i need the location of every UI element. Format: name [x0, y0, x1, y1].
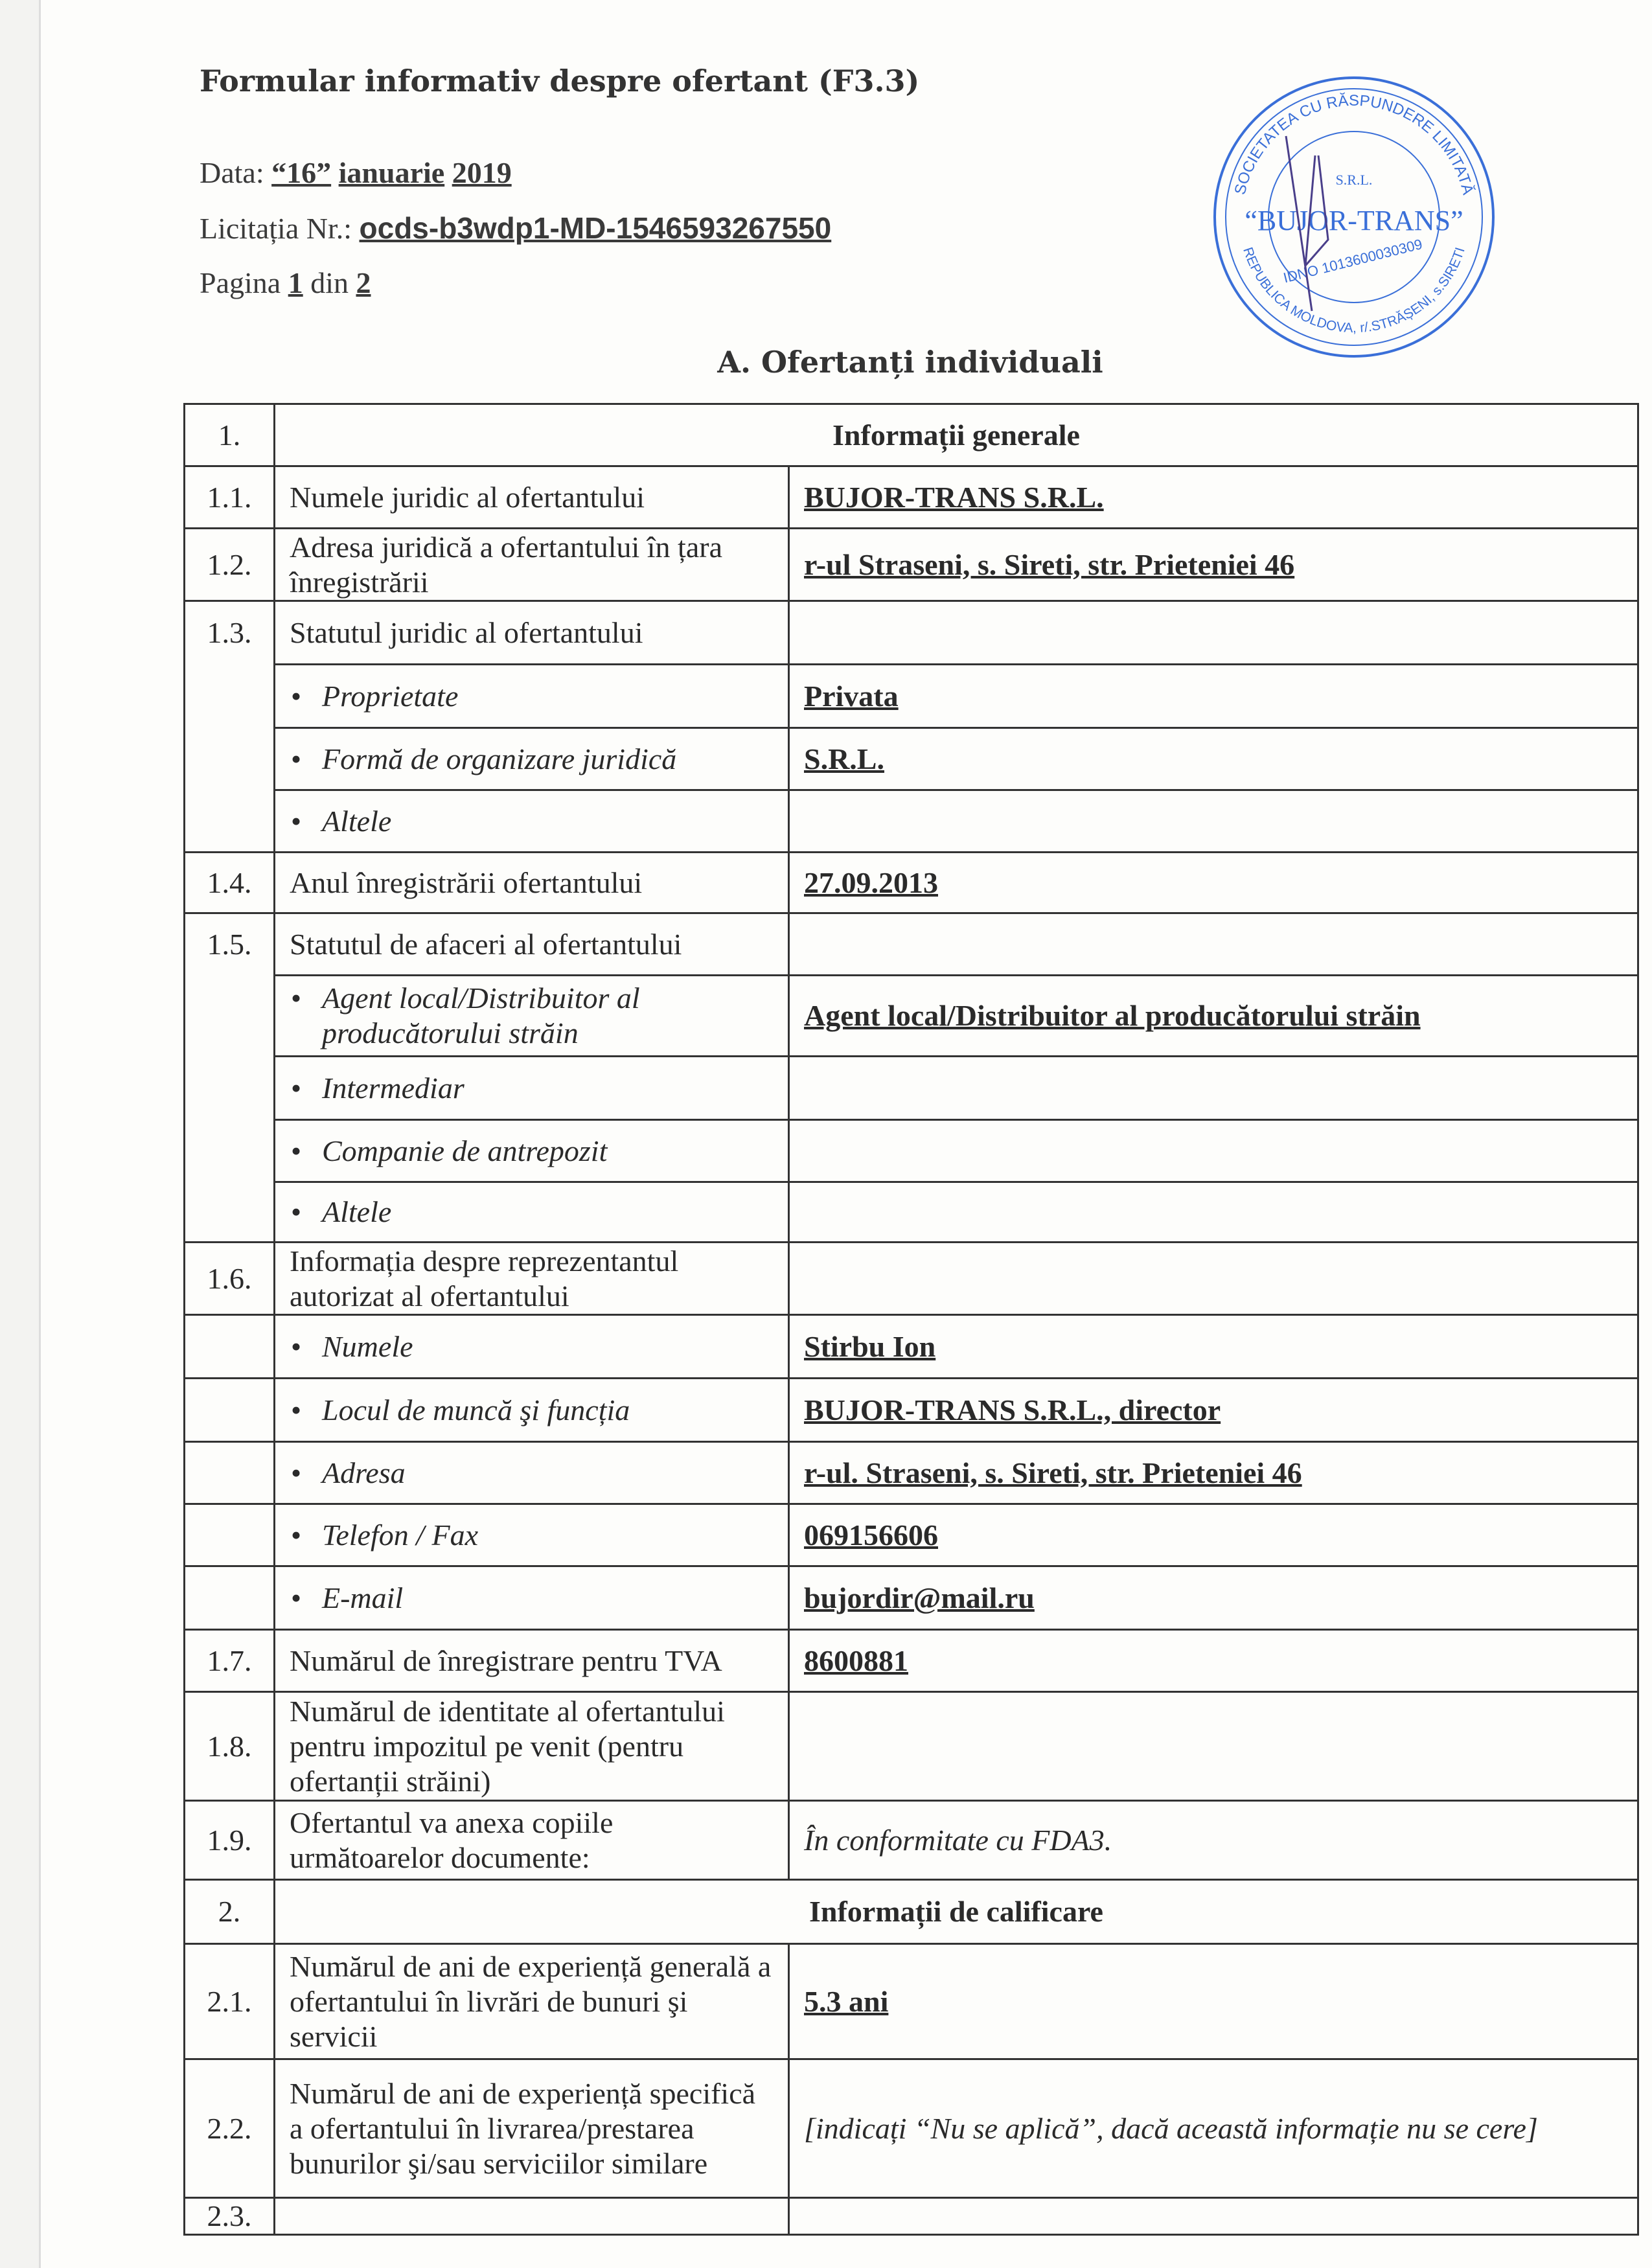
value-cell — [789, 913, 1638, 976]
table-row — [185, 790, 1638, 853]
page-total: 2 — [356, 266, 371, 299]
field-value: 5.3 ani — [804, 1984, 889, 2018]
field-label: Anul înregistrării ofertantului — [275, 853, 789, 913]
row-number: 1.4. — [185, 853, 275, 913]
value-cell — [789, 1442, 1638, 1504]
page-of: din — [303, 266, 356, 299]
value-cell — [789, 1182, 1638, 1243]
page-current: 1 — [288, 266, 303, 299]
row-number — [185, 1120, 275, 1182]
date-label: Data: — [200, 156, 272, 189]
date-line — [200, 155, 512, 190]
row-number: 2. — [185, 1880, 275, 1944]
field-value: BUJOR-TRANS S.R.L., director — [804, 1393, 1221, 1426]
field-value: r-ul Straseni, s. Sireti, str. Prieteniei 46 — [804, 547, 1295, 581]
value-cell — [789, 1120, 1638, 1182]
field-label: • Adresa — [275, 1442, 789, 1504]
row-number — [185, 1315, 275, 1379]
field-value: 069156606 — [804, 1518, 938, 1552]
table-row — [185, 1315, 1638, 1379]
value-cell — [789, 976, 1638, 1057]
field-label: Statutul juridic al ofertantului — [275, 601, 789, 665]
scan-edge — [0, 0, 41, 2268]
value-cell — [789, 1315, 1638, 1379]
stamp-outer-text: SOCIETATEA CU RĂSPUNDERE LIMITATĂ — [1231, 91, 1477, 197]
stamp-idno: IDNO 1013600030309 — [1281, 235, 1425, 286]
table-row — [185, 466, 1638, 529]
date-year: 2019 — [452, 156, 512, 189]
stamp-name: “BUJOR-TRANS” — [1245, 205, 1463, 236]
value-cell — [789, 1566, 1638, 1630]
row-number — [185, 1566, 275, 1630]
table-row — [185, 1630, 1638, 1692]
field-label: • Intermediar — [275, 1057, 789, 1120]
table-row — [185, 853, 1638, 913]
table-row — [185, 976, 1638, 1057]
row-number: 1.2. — [185, 529, 275, 601]
field-value: 27.09.2013 — [804, 865, 938, 899]
value-cell — [789, 601, 1638, 665]
field-label: • Altele — [275, 790, 789, 853]
table-row — [185, 601, 1638, 665]
row-number — [185, 790, 275, 853]
row-number — [185, 665, 275, 728]
value-cell — [789, 853, 1638, 913]
row-number: 1.6. — [185, 1243, 275, 1315]
field-label: Numărul de ani de experiență generală a ofertantului în livrări de bunuri şi servicii — [275, 1944, 789, 2059]
stamp-address: REPUBLICA MOLDOVA, r/.STRĂȘENI, s.SIRETI — [1240, 245, 1468, 336]
row-number: 1. — [185, 404, 275, 466]
value-cell — [789, 1944, 1638, 2059]
field-label: • Agent local/Distribuitor al producătorului străin — [275, 976, 789, 1057]
row-number: 1.5. — [185, 913, 275, 976]
tender-number: ocds-b3wdp1-MD-1546593267550 — [359, 211, 832, 245]
row-number — [185, 1504, 275, 1566]
field-value: Agent local/Distribuitor al producătorului străin — [804, 999, 1421, 1032]
value-cell — [789, 2198, 1638, 2235]
table-row — [185, 1944, 1638, 2059]
field-label: Informația despre reprezentantul autorizat al ofertantului — [275, 1243, 789, 1315]
row-number — [185, 1442, 275, 1504]
table-row — [185, 1057, 1638, 1120]
field-value: r-ul. Straseni, s. Sireti, str. Prieteniei 46 — [804, 1456, 1302, 1489]
field-label: • Formă de organizare juridică — [275, 728, 789, 790]
field-label: • Companie de antrepozit — [275, 1120, 789, 1182]
value-cell — [789, 1801, 1638, 1880]
field-label: • Telefon / Fax — [275, 1504, 789, 1566]
value-cell — [789, 1057, 1638, 1120]
field-label: • Locul de muncă şi funcția — [275, 1379, 789, 1442]
row-number: 1.8. — [185, 1692, 275, 1801]
row-number: 1.9. — [185, 1801, 275, 1880]
table-row — [185, 1243, 1638, 1315]
value-cell — [789, 790, 1638, 853]
date-month: ianuarie — [338, 156, 445, 189]
field-value: bujordir@mail.ru — [804, 1581, 1035, 1614]
table-row — [185, 1182, 1638, 1243]
table-row — [185, 2059, 1638, 2198]
row-number — [185, 1182, 275, 1243]
value-cell — [789, 1504, 1638, 1566]
value-cell — [789, 665, 1638, 728]
value-cell — [789, 728, 1638, 790]
field-value: 8600881 — [804, 1644, 908, 1677]
field-label: • Altele — [275, 1182, 789, 1243]
table-row — [185, 1442, 1638, 1504]
table-row — [185, 665, 1638, 728]
field-label: • Proprietate — [275, 665, 789, 728]
field-label: • E-mail — [275, 1566, 789, 1630]
field-value: S.R.L. — [804, 742, 884, 775]
value-cell — [789, 1379, 1638, 1442]
value-cell — [789, 1692, 1638, 1801]
tender-label: Licitația Nr.: — [200, 212, 360, 245]
row-number — [185, 1057, 275, 1120]
row-number: 2.2. — [185, 2059, 275, 2198]
field-label: • Numele — [275, 1315, 789, 1379]
tender-line — [200, 211, 831, 246]
row-number — [185, 1379, 275, 1442]
table-row — [185, 1379, 1638, 1442]
field-label: Numărul de înregistrare pentru TVA — [275, 1630, 789, 1692]
field-label: Statutul de afaceri al ofertantului — [275, 913, 789, 976]
row-number: 1.3. — [185, 601, 275, 665]
field-value: BUJOR-TRANS S.R.L. — [804, 480, 1104, 514]
table-row — [185, 728, 1638, 790]
row-number: 1.1. — [185, 466, 275, 529]
table-row — [185, 913, 1638, 976]
field-label: Numărul de identitate al ofertantului pentru impozitul pe venit (pentru ofertanții străini) — [275, 1692, 789, 1801]
company-stamp — [1208, 71, 1500, 363]
table-row — [185, 1120, 1638, 1182]
row-number: 1.7. — [185, 1630, 275, 1692]
field-label — [275, 2198, 789, 2235]
field-value: [indicați “Nu se aplică”, dacă această informație nu se cere] — [804, 2111, 1538, 2145]
field-value: În conformitate cu FDA3. — [804, 1823, 1112, 1857]
section-header-row — [185, 404, 1638, 466]
table-row — [185, 1692, 1638, 1801]
field-label: Ofertantul va anexa copiile următoarelor documente: — [275, 1801, 789, 1880]
table-row — [185, 1566, 1638, 1630]
value-cell — [789, 466, 1638, 529]
row-number: 2.1. — [185, 1944, 275, 2059]
table-row — [185, 2198, 1638, 2235]
page-label: Pagina — [200, 266, 288, 299]
field-value: Stirbu Ion — [804, 1329, 936, 1363]
field-label: Numărul de ani de experiență specifică a ofertantului în livrarea/prestarea bunurilor şi/sau serviciilor similare — [275, 2059, 789, 2198]
value-cell — [789, 529, 1638, 601]
field-label: Numele juridic al ofertantului — [275, 466, 789, 529]
value-cell — [789, 2059, 1638, 2198]
section-title: Informații de calificare — [275, 1880, 1638, 1944]
section-title: Informații generale — [275, 404, 1638, 466]
stamp-type: S.R.L. — [1335, 172, 1373, 188]
value-cell — [789, 1630, 1638, 1692]
field-value: Privata — [804, 679, 899, 713]
table-row — [185, 1504, 1638, 1566]
form-title: Formular informativ despre ofertant (F3.3) — [200, 63, 920, 98]
table-row — [185, 529, 1638, 601]
section-heading: A. Ofertanți individuali — [717, 345, 1103, 380]
table-row — [185, 1801, 1638, 1880]
value-cell — [789, 1243, 1638, 1315]
page-line — [200, 266, 371, 300]
row-number — [185, 976, 275, 1057]
date-day: “16” — [271, 156, 332, 189]
section-header-row — [185, 1880, 1638, 1944]
row-number — [185, 728, 275, 790]
bidder-info-table — [183, 403, 1639, 2236]
row-number: 2.3. — [185, 2198, 275, 2235]
field-label: Adresa juridică a ofertantului în țara înregistrării — [275, 529, 789, 601]
